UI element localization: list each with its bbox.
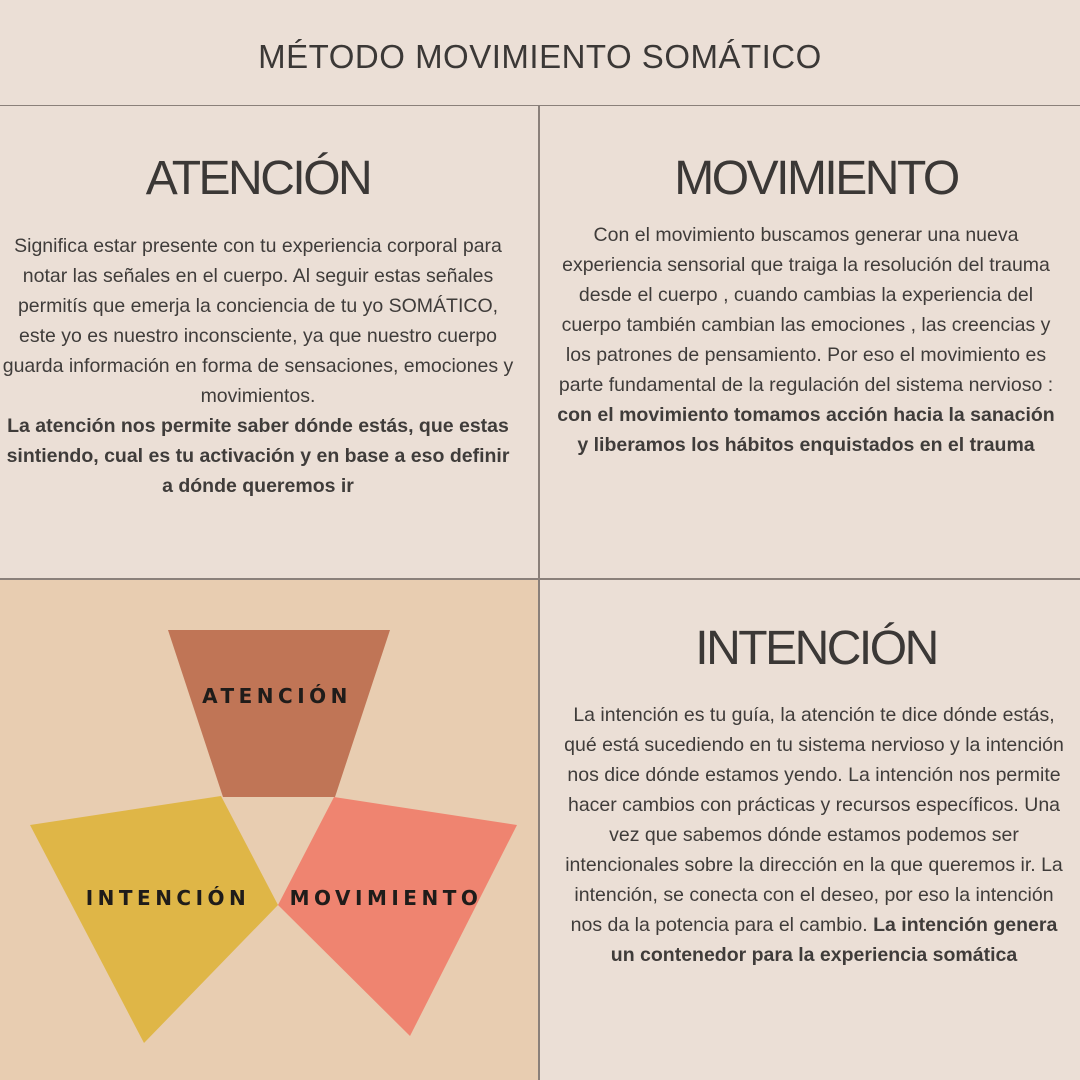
intencion-panel [540,580,1080,1080]
movimiento-panel [540,107,1080,578]
intencion-heading: INTENCIÓN [695,622,937,675]
movimiento-bold: con el movimiento tomamos acción hacia la sanación y liberamos los hábitos enquistados en el trauma [557,404,1055,456]
movimiento-body: Con el movimiento buscamos generar una nueva experiencia sensorial que traiga la resolución del trauma desde el cuerpo , cuando cambias la experiencia del cuerpo también cambian las emociones , las creencias y los patrones de pensamiento. Por eso el movimiento es parte fundamental de la regulación del sistema nervioso : [558,224,1054,396]
atencion-bold: La atención nos permite saber dónde estás, que estas sintiendo, cual es tu activación y en base a eso definir a dónde queremos ir [6,415,510,497]
movimiento-heading: MOVIMIENTO [674,152,958,205]
intencion-text [564,700,1064,970]
intencion-body: La intención es tu guía, la atención te dice dónde estás, qué está sucediendo en tu sistema nervioso y la intención nos dice dónde estamos yendo. La intención nos permite hacer cambios con prácticas y recursos específicos. Una vez que sabemos dónde estamos podemos ser intencionales sobre la dirección en la que queremos ir. La intención, se conecta con el deseo, por eso la intención nos da la potencia para el cambio. [564,704,1064,936]
diagram-panel [0,580,538,1080]
atencion-body: Significa estar presente con tu experiencia corporal para notar las señales en el cuerpo. Al seguir estas señales permitís que emerja la conciencia de tu yo SOMÁTICO, este yo es nuestro inconsciente, ya que nuestro cuerpo guarda información en forma de sensaciones, emociones y movimientos. [2,235,514,407]
atencion-panel [0,107,538,578]
atencion-heading: ATENCIÓN [145,152,371,205]
diagram-label-atencion: ATENCIÓN [202,684,352,708]
diagram-label-movimiento: MOVIMIENTO [289,886,483,910]
page-header [0,0,1080,106]
movimiento-shape [278,797,517,1036]
intencion-bold: La intención genera un contenedor para la experiencia somática [610,914,1058,966]
intencion-shape [30,796,278,1043]
diagram-label-intencion: INTENCIÓN [85,886,251,910]
page-title: MÉTODO MOVIMIENTO SOMÁTICO [258,37,822,75]
atencion-shape [168,630,390,797]
movimiento-text [556,220,1056,460]
atencion-text [0,231,516,501]
triad-diagram [0,580,538,1080]
